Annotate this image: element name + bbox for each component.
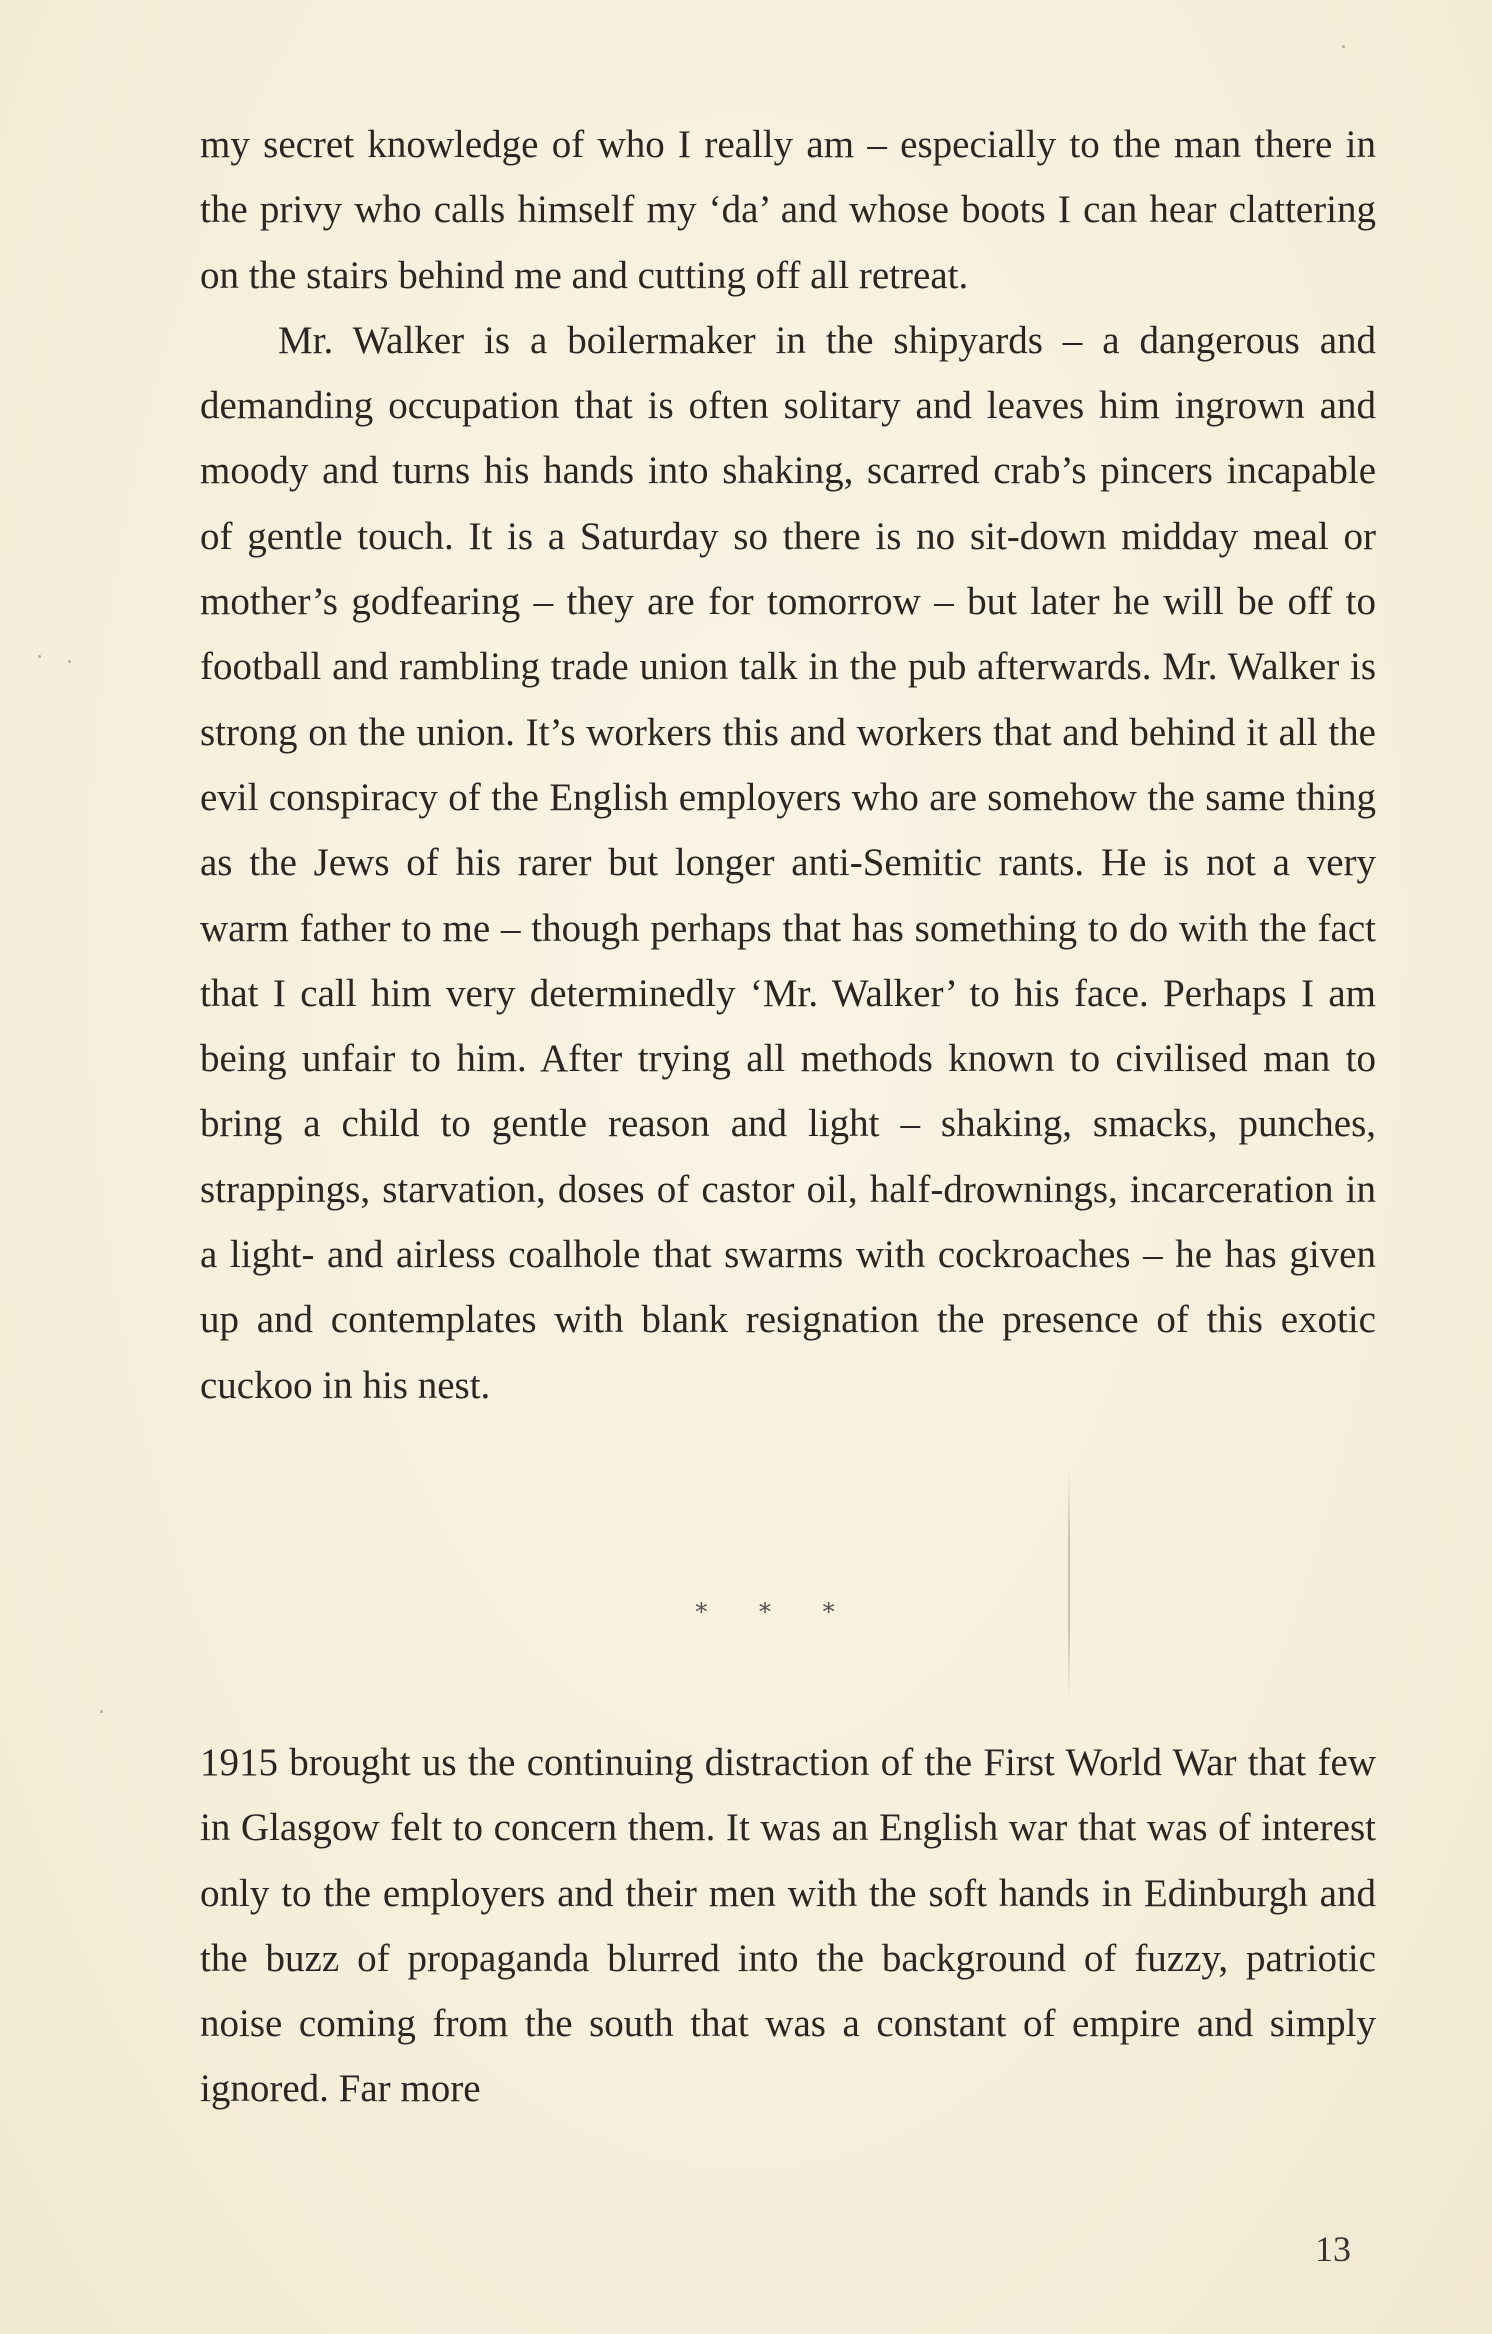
page-number: 13 (1315, 2229, 1351, 2269)
text-block-top (200, 112, 1376, 1418)
paragraph-1915: 1915 brought us the continuing distraction of the First World War that few in Glasgow felt to concern them. It was an English war that was of interest only to the employers and their men with the soft hands in Edinburgh and the buzz of propaganda blurred into the background of fuzzy, patriotic noise coming from the south that was a constant of empire and simply ignored. Far more (200, 1741, 1376, 2111)
paper-speck (100, 1710, 103, 1713)
paper-speck (38, 655, 41, 658)
paper-crease (1068, 1470, 1070, 1700)
paper-speck (68, 660, 71, 663)
section-break-asterisks: * * * (695, 1598, 857, 1626)
paragraph-continued: my secret knowledge of who I really am – especially to the man there in the privy who calls himself my ‘da’ and whose boots I can hear clattering on the stairs behind me and cutting off all retreat. (200, 123, 1376, 297)
paragraph-mr-walker: Mr. Walker is a boilermaker in the shipyards – a dangerous and demanding occupation that is often solitary and leaves him ingrown and moody and turns his hands into shaking, scarred crab’s pincers incapable of gentle touch. It is a Saturday so there is no sit-down midday meal or mother’s godfearing – they are for tomorrow – but later he will be off to football and rambling trade union talk in the pub afterwards. Mr. Walker is strong on the union. It’s workers this and workers that and behind it all the evil conspiracy of the English employers who are somehow the same thing as the Jews of his rarer but longer anti-Semitic rants. He is not a very warm father to me – though perhaps that has something to do with the fact that I call him very determinedly ‘Mr. Walker’ to his face. Perhaps I am being unfair to him. After trying all methods known to civilised man to bring a child to gentle reason and light – shaking, smacks, punches, strappings, starvation, doses of castor oil, half-drownings, incarceration in a light- and airless coalhole that swarms with cockroaches – he has given up and contemplates with blank resignation the presence of this exotic cuckoo in his nest. (200, 318, 1376, 1407)
paper-speck (1342, 45, 1345, 48)
text-block-bottom (200, 1730, 1376, 2122)
